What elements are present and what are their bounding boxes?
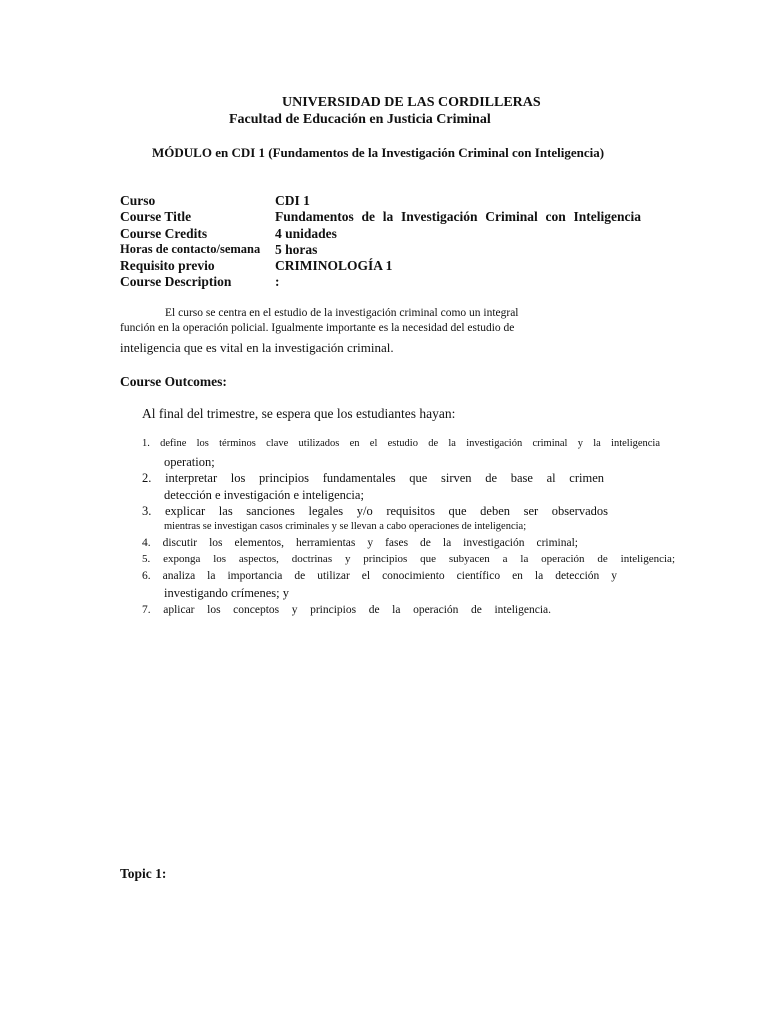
list-item-continuation: operation; [164,455,215,469]
list-item-text: discutir los elementos, herramientas y fases de la investigación criminal; [162,537,578,549]
list-item [142,553,675,565]
list-item [142,570,617,582]
list-item-text: interpretar los principios fundamentales que sirven de base al crimen [165,471,605,485]
outcomes-heading: Course Outcomes: [120,374,227,389]
course-title-value: Fundamentos de la Investigación Criminal con Inteligencia [275,209,641,224]
list-item [142,438,660,449]
course-title-label: Course Title [120,209,192,224]
prerequisite-value: CRIMINOLOGÍA 1 [275,258,393,273]
list-item-text: aplicar los conceptos y principios de la operación de inteligencia. [163,604,551,616]
prerequisite-label: Requisito previo [120,258,215,273]
list-item [142,471,604,486]
topic-heading: Topic 1: [120,866,167,881]
university-title: UNIVERSIDAD DE LAS CORDILLERAS [282,95,541,110]
list-item-text: define los términos clave utilizados en el estudio de la investigación criminal y la inteligencia [160,438,661,449]
list-item-text: exponga los aspectos, doctrinas y principios que subyacen a la operación de inteligencia; [163,553,675,565]
outcomes-intro: Al final del trimestre, se espera que los estudiantes hayan: [142,406,456,421]
contact-hours-value: 5 horas [275,242,318,257]
list-item [142,604,551,616]
list-item [142,504,608,519]
description-line-2: función en la operación policial. Igualmente importante es la necesidad del estudio de [120,322,515,334]
list-item-continuation: mientras se investigan casos criminales y se llevan a cabo operaciones de inteligencia; [164,521,527,532]
course-value: CDI 1 [275,193,310,208]
course-label: Curso [120,193,156,208]
course-description-colon: : [275,274,280,289]
list-item-text: explicar las sanciones legales y/o requisitos que deben ser observados [164,504,608,518]
list-item-number: 1. [142,438,150,449]
list-item-text: analiza la importancia de utilizar el conocimiento científico en la detección y [162,570,618,582]
list-item-number: 6. [142,570,151,582]
list-item-continuation: investigando crímenes; y [164,586,289,600]
course-description-label: Course Description [120,274,232,289]
list-item-number: 4. [142,537,151,549]
list-item-number: 7. [142,604,151,616]
list-item-number: 3. [142,504,152,518]
list-item-continuation: detección e investigación e inteligencia; [164,488,364,502]
list-item-number: 2. [142,471,152,485]
contact-hours-label: Horas de contacto/semana [120,242,261,256]
course-credits-label: Course Credits [120,226,208,241]
list-item-number: 5. [142,553,151,565]
module-title: MÓDULO en CDI 1 (Fundamentos de la Investigación Criminal con Inteligencia) [152,145,605,160]
course-credits-value: 4 unidades [275,226,337,241]
description-line-3: inteligencia que es vital en la investigación criminal. [120,340,394,355]
description-line-1: El curso se centra en el estudio de la investigación criminal como un integral [165,307,519,319]
faculty-title: Facultad de Educación en Justicia Criminal [229,112,491,127]
list-item [142,537,578,549]
